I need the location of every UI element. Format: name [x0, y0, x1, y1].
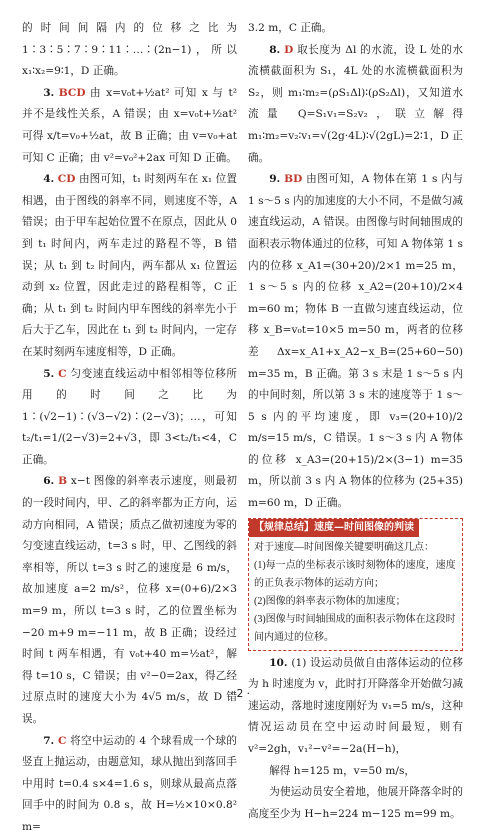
explanation-text: 匀变速直线运动中相邻相等位移所用的时间之比为 1∶(√2−1)∶(√3−√2)∶(2−√3)；…，可知 t₂/t₁=1/(2−√3)=2+√3，即 3<t₂/t₁<4，C 正确。: [22, 367, 238, 466]
answer-8: [248, 40, 463, 170]
page-number: · 2 ·: [229, 688, 251, 700]
question-number: 3.: [43, 86, 55, 99]
answer-9: [248, 169, 463, 515]
explanation-text: x−t 图像的斜率表示速度，则最初的一段时间内，甲、乙的斜率都为正方向，运动方向相同，A 错误；质点乙做初速度为零的匀变速直线运动，t=3 s 时，甲、乙图线的斜率相等，所以 t=3 s 时乙的速度是 6 m/s，故加速度 a=2 m/s²，位移 x=(0+6)/2×3 m=9 m，所以 t=3 s 时，乙的位置坐标为−20 m+9 m=−11 m，故 B 正确；设经过时间 t 两车相遇，有 v₀t+40 m=½at²，解得 t=10 s，C 错误；由 v²−0=2ax，得乙经过原点时的速度大小为 4√5 m/s，故 D 错误。: [22, 475, 237, 725]
answer-key: BCD: [58, 86, 86, 99]
answer-key: BD: [284, 173, 303, 186]
explanation-text: 由 x=v₀t+½at² 可知 x 与 t² 并不是线性关系，A 错误；由 x=v₀t+½at² 可得 x/t=v₀+½at，故 B 正确；由 v=v₀+at 可知 C 正确；由 v²=v₀²+2ax 可知 D 正确。: [22, 86, 237, 164]
explanation-text: 取长度为 Δl 的水流，设 L 处的水流横截面积为 S₁，4L 处的水流横截面积为 S₂，则 m₁∶m₂=(ρS₁Δl)∶(ρS₂Δl)，又知道水流量 Q=S₁v₁=S₂v₂，联立解得 m₁∶m₂=v₂∶v₁=√(2g·4L)∶√(2gL)=2∶1，D 正确。: [248, 43, 464, 164]
summary-line: (2)图像的斜率表示物体的加速度；: [254, 595, 406, 607]
question-number: 8.: [269, 43, 281, 56]
answer-10-conclusion: [248, 782, 463, 825]
right-column: [248, 18, 463, 825]
question-number: 4.: [43, 173, 55, 186]
answer-key: C: [57, 734, 67, 747]
question-number: 6.: [43, 475, 55, 488]
answer-key: D: [284, 43, 294, 56]
para-text: 3.2 m，C 正确。: [248, 22, 333, 34]
answer-4: [22, 169, 237, 363]
answer-10: [248, 653, 463, 761]
summary-body: [249, 537, 462, 650]
question-number: 5.: [43, 367, 55, 380]
summary-title: 【规律总结】速度—时间图像的判读: [249, 519, 419, 537]
summary-line: 对于速度—时间图像关键要明确这几点：: [254, 541, 434, 553]
answer-5: [22, 364, 237, 472]
explanation-text: 由图可知，t₁ 时刻两车在 x₁ 位置相遇，由于图线的斜率不同，则速度不等，A 错误；由于甲车起始位置不在原点，因此从 0 到 t₁ 时间内，两车走过的路程不等，B 错误；从 t₁ 到 t₂ 时间内，两车都从 x₁ 位置运动到 x₂ 位置，因此走过的路程相等，C 正确；从 t₁ 到 t₂ 时间内甲车图线的斜率先小于后大于乙车，因此在 t₁ 到 t₂ 时间内，一定存在某时刻两车速度相等，D 正确。: [22, 173, 238, 358]
answer-3: [22, 83, 237, 169]
answer-10-solve: [248, 761, 463, 783]
summary-line: (3)图像与时间轴围成的面积表示物体在这段时间内通过的位移。: [254, 613, 456, 643]
explanation-text: 解得 h=125 m，v=50 m/s，: [269, 764, 416, 777]
explanation-text: 由图可知，A 物体在第 1 s 内与 1 s～5 s 内的加速度的大小不同，不是做匀减速直线运动，A 错误。由图像与时间轴围成的面积表示物体通过的位移，可知 A 物体第 1 s 内的位移 x_A1=(30+20)/2×1 m=25 m，1 s～5 s 内的位移 x_A2=(20+10)/2×4 m=60 m；物体 B 一直做匀速直线运动，位移 x_B=v₀t=10×5 m=50 m，两者的位移差 Δx=x_A1+x_A2−x_B=(25+60−50) m=35 m，B 正确。第 3 s 末是 1 s～5 s 内的中间时刻，所以第 3 s 末的速度等于 1 s～5 s 内的平均速度，即 v₃=(20+10)/2 m/s=15 m/s，C 错误。1 s～3 s 内 A 物体的位移 x_A3=(20+15)/2×(3−1) m=35 m，所以前 3 s 内 A 物体的位移为 (25+35) m=60 m，D 正确。: [248, 173, 463, 510]
left-column: [22, 18, 237, 839]
right-para-0: [248, 18, 463, 40]
explanation-text: (1) 设运动员做自由落体运动的位移为 h 时速度为 v，此时打开降落伞开始做匀减速运动，落地时速度刚好为 v₁=5 m/s，这种情况运动员在空中运动时间最短，则有 v²=2gh，v₁²−v²=−2a(H−h)，: [248, 656, 464, 756]
explanation-text: 为使运动员安全着地，他展开降落伞时的高度至少为 H−h=224 m−125 m=99 m。: [248, 786, 463, 820]
question-number: 9.: [269, 173, 281, 186]
answer-key: B: [58, 475, 68, 488]
answer-key: CD: [57, 173, 76, 186]
explanation-text: 将空中运动的 4 个球看成一个球的竖直上抛运动，由题意知，球从抛出到落回手中用时 t=0.4 s×4=1.6 s，则球从最高点落回手中的时间为 0.8 s，故 H=½×10×0.8² m=: [22, 734, 237, 833]
answer-key: C: [58, 367, 67, 380]
summary-line: (1)每一点的坐标表示该时刻物体的速度，速度的正负表示物体的运动方向；: [254, 559, 456, 589]
question-number: 7.: [43, 734, 55, 747]
para-text: 的时间间隔内的位移之比为 1∶3∶5∶7∶9∶11∶…∶(2n−1)，所以 x₁∶x₂=9∶1，D 正确。: [22, 22, 237, 78]
answer-7: [22, 731, 237, 839]
summary-box: [248, 518, 463, 651]
question-number: 10.: [269, 656, 288, 669]
left-para-0: [22, 18, 237, 83]
